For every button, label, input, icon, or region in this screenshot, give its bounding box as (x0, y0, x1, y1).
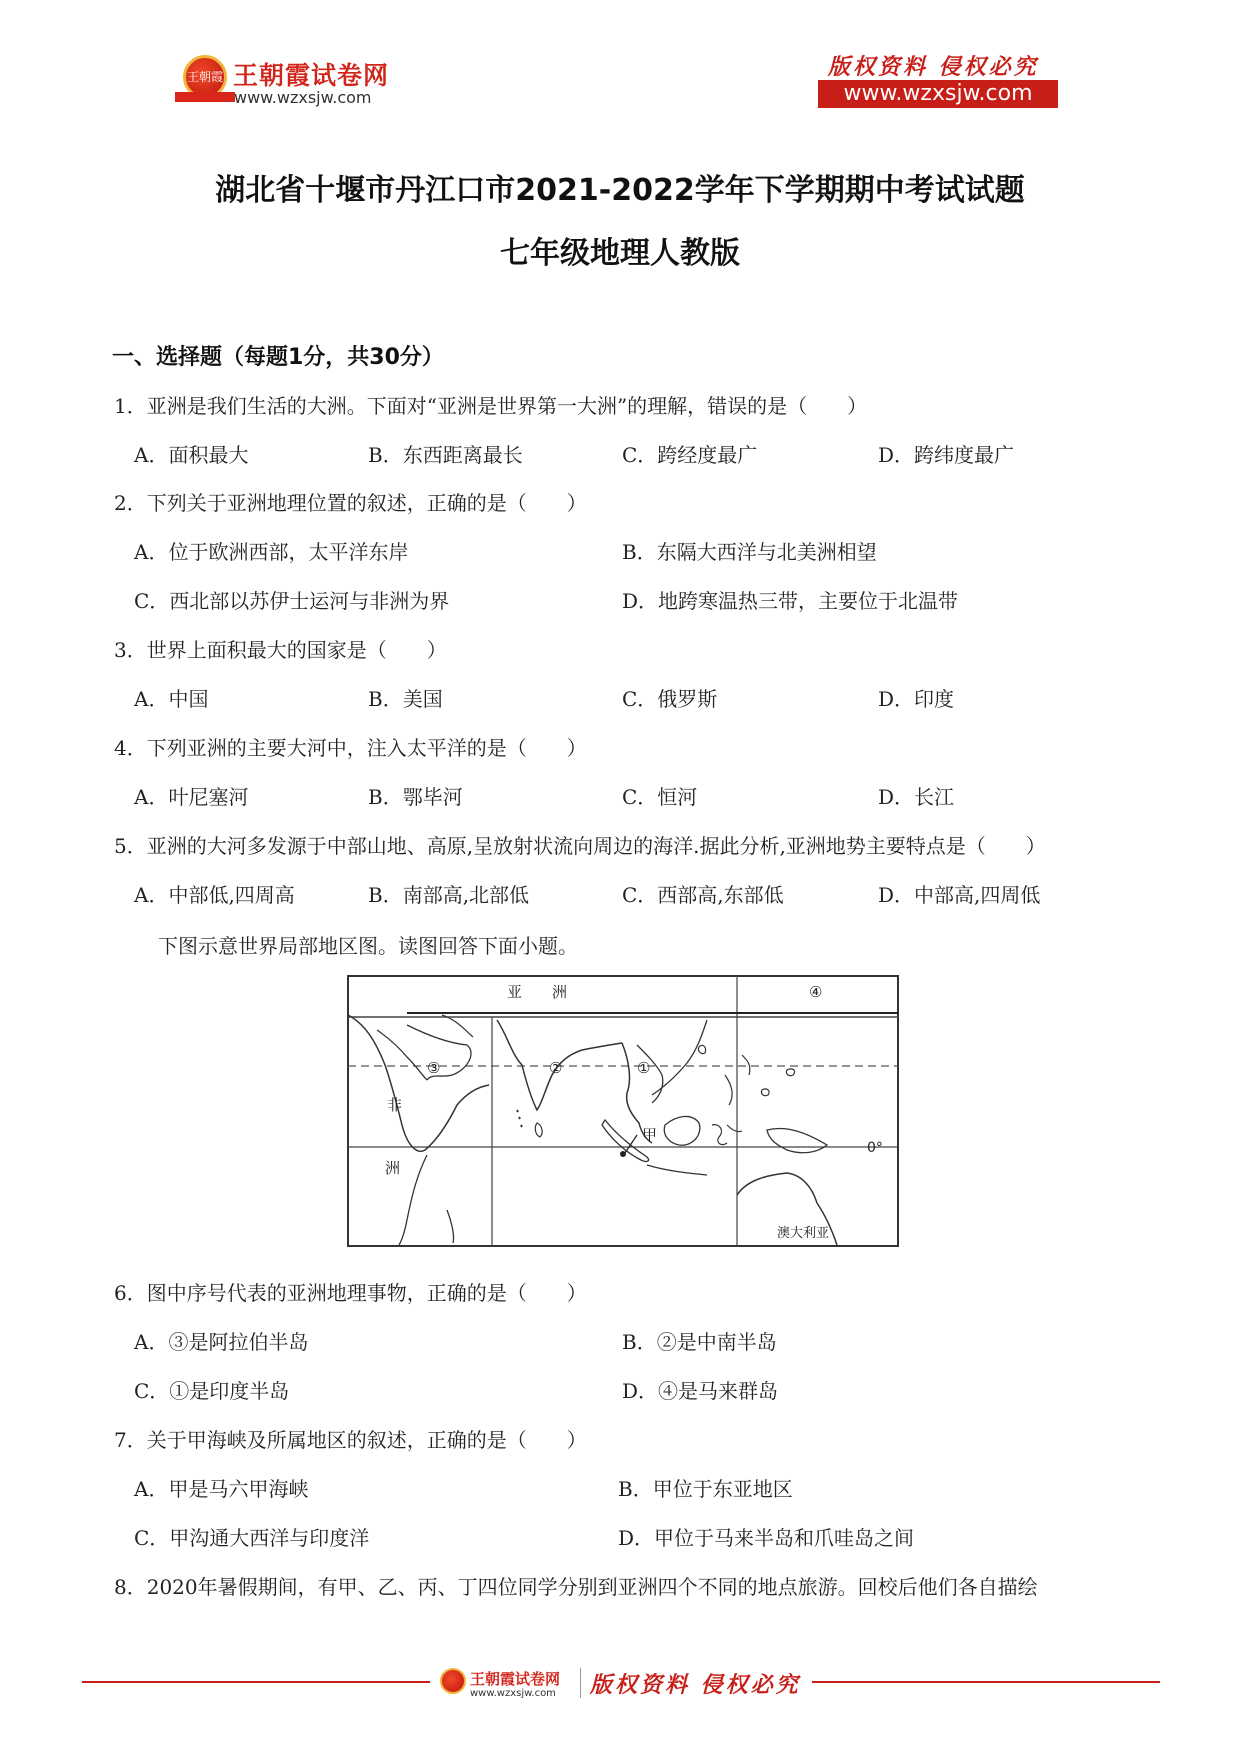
q7-option-c: C．甲沟通大西洋与印度洋 (134, 1526, 370, 1550)
q7-option-d: D．甲位于马来半岛和爪哇岛之间 (618, 1526, 915, 1550)
label-asia-2: 洲 (552, 983, 568, 1001)
footer-divider-right (812, 1681, 1160, 1683)
label-jia: 甲 (642, 1126, 658, 1144)
q4-option-a: A．叶尼塞河 (134, 785, 249, 809)
q5-option-b: B．南部高,北部低 (368, 883, 530, 907)
strait-marker (620, 1151, 626, 1157)
q6-option-c: C．①是印度半岛 (134, 1379, 290, 1403)
label-africa-2: 洲 (385, 1159, 401, 1177)
question-2: 2．下列关于亚洲地理位置的叙述，正确的是（ ） (114, 491, 587, 515)
q1-option-d: D．跨纬度最广 (878, 443, 1015, 467)
question-5: 5．亚洲的大河多发源于中部山地、高原,呈放射状流向周边的海洋.据此分析,亚洲地势主要特点是（ ） (114, 834, 1046, 858)
q2-option-b: B．东隔大西洋与北美洲相望 (622, 540, 877, 564)
q1-option-a: A．面积最大 (134, 443, 249, 467)
section-heading: 一、选择题（每题1分，共30分） (112, 345, 444, 370)
q6-option-a: A．③是阿拉伯半岛 (134, 1330, 309, 1354)
label-africa-1: 非 (387, 1096, 403, 1114)
q4-option-b: B．鄂毕河 (368, 785, 463, 809)
q6-option-d: D．④是马来群岛 (622, 1379, 779, 1403)
label-num-3: ③ (427, 1059, 441, 1077)
copyright-url[interactable]: www.wzxsjw.com (818, 80, 1058, 108)
question-1: 1．亚洲是我们生活的大洲。下面对“亚洲是世界第一大洲”的理解，错误的是（ ） (114, 394, 868, 418)
site-logo-url[interactable]: www.wzxsjw.com (234, 88, 372, 107)
q3-option-b: B．美国 (368, 687, 443, 711)
q2-option-c: C．西北部以苏伊士运河与非洲为界 (134, 589, 450, 613)
question-3: 3．世界上面积最大的国家是（ ） (114, 638, 447, 662)
q5-option-a: A．中部低,四周高 (134, 883, 295, 907)
q5-option-c: C．西部高,东部低 (622, 883, 784, 907)
site-logo-name[interactable]: 王朝霞试卷网 (233, 61, 390, 90)
q4-option-d: D．长江 (878, 785, 955, 809)
exam-subtitle: 七年级地理人教版 (500, 236, 740, 271)
copyright-notice: 版权资料 侵权必究 (828, 54, 1039, 80)
q7-option-a: A．甲是马六甲海峡 (134, 1477, 309, 1501)
q2-option-d: D．地跨寒温热三带，主要位于北温带 (622, 589, 959, 613)
q4-option-c: C．恒河 (622, 785, 698, 809)
label-asia-1: 亚 (507, 983, 523, 1001)
map-intro: 下图示意世界局部地区图。读图回答下面小题。 (158, 934, 578, 958)
question-4: 4．下列亚洲的主要大河中，注入太平洋的是（ ） (114, 736, 587, 760)
q5-option-d: D．中部高,四周低 (878, 883, 1041, 907)
q3-option-d: D．印度 (878, 687, 955, 711)
footer-logo-name[interactable]: 王朝霞试卷网 (470, 1670, 561, 1688)
label-num-1: ① (637, 1059, 651, 1077)
world-region-map (347, 975, 899, 1247)
q7-option-b: B．甲位于东亚地区 (618, 1477, 793, 1501)
footer-separator (580, 1668, 581, 1698)
q1-option-c: C．跨经度最广 (622, 443, 758, 467)
footer-logo-icon (440, 1668, 466, 1694)
footer-copyright: 版权资料 侵权必究 (590, 1672, 801, 1698)
question-7: 7．关于甲海峡及所属地区的叙述，正确的是（ ） (114, 1428, 587, 1452)
label-australia: 澳大利亚 (777, 1226, 830, 1241)
label-num-2: ② (549, 1059, 563, 1077)
question-8: 8．2020年暑假期间，有甲、乙、丙、丁四位同学分别到亚洲四个不同的地点旅游。回校后他们各自描绘 (114, 1575, 1038, 1599)
logo-ribbon (175, 92, 235, 102)
exam-title: 湖北省十堰市丹江口市2021-2022学年下学期期中考试试题 (215, 173, 1025, 208)
question-6: 6．图中序号代表的亚洲地理事物，正确的是（ ） (114, 1281, 587, 1305)
q1-option-b: B．东西距离最长 (368, 443, 523, 467)
logo-badge-icon: 王朝霞 (183, 55, 227, 99)
q6-option-b: B．②是中南半岛 (622, 1330, 777, 1354)
label-equator: 0° (867, 1140, 883, 1156)
label-num-4: ④ (809, 983, 823, 1001)
q2-option-a: A．位于欧洲西部，太平洋东岸 (134, 540, 409, 564)
q3-option-c: C．俄罗斯 (622, 687, 718, 711)
footer-divider-left (82, 1681, 430, 1683)
footer-logo-url[interactable]: www.wzxsjw.com (470, 1688, 556, 1699)
q3-option-a: A．中国 (134, 687, 209, 711)
